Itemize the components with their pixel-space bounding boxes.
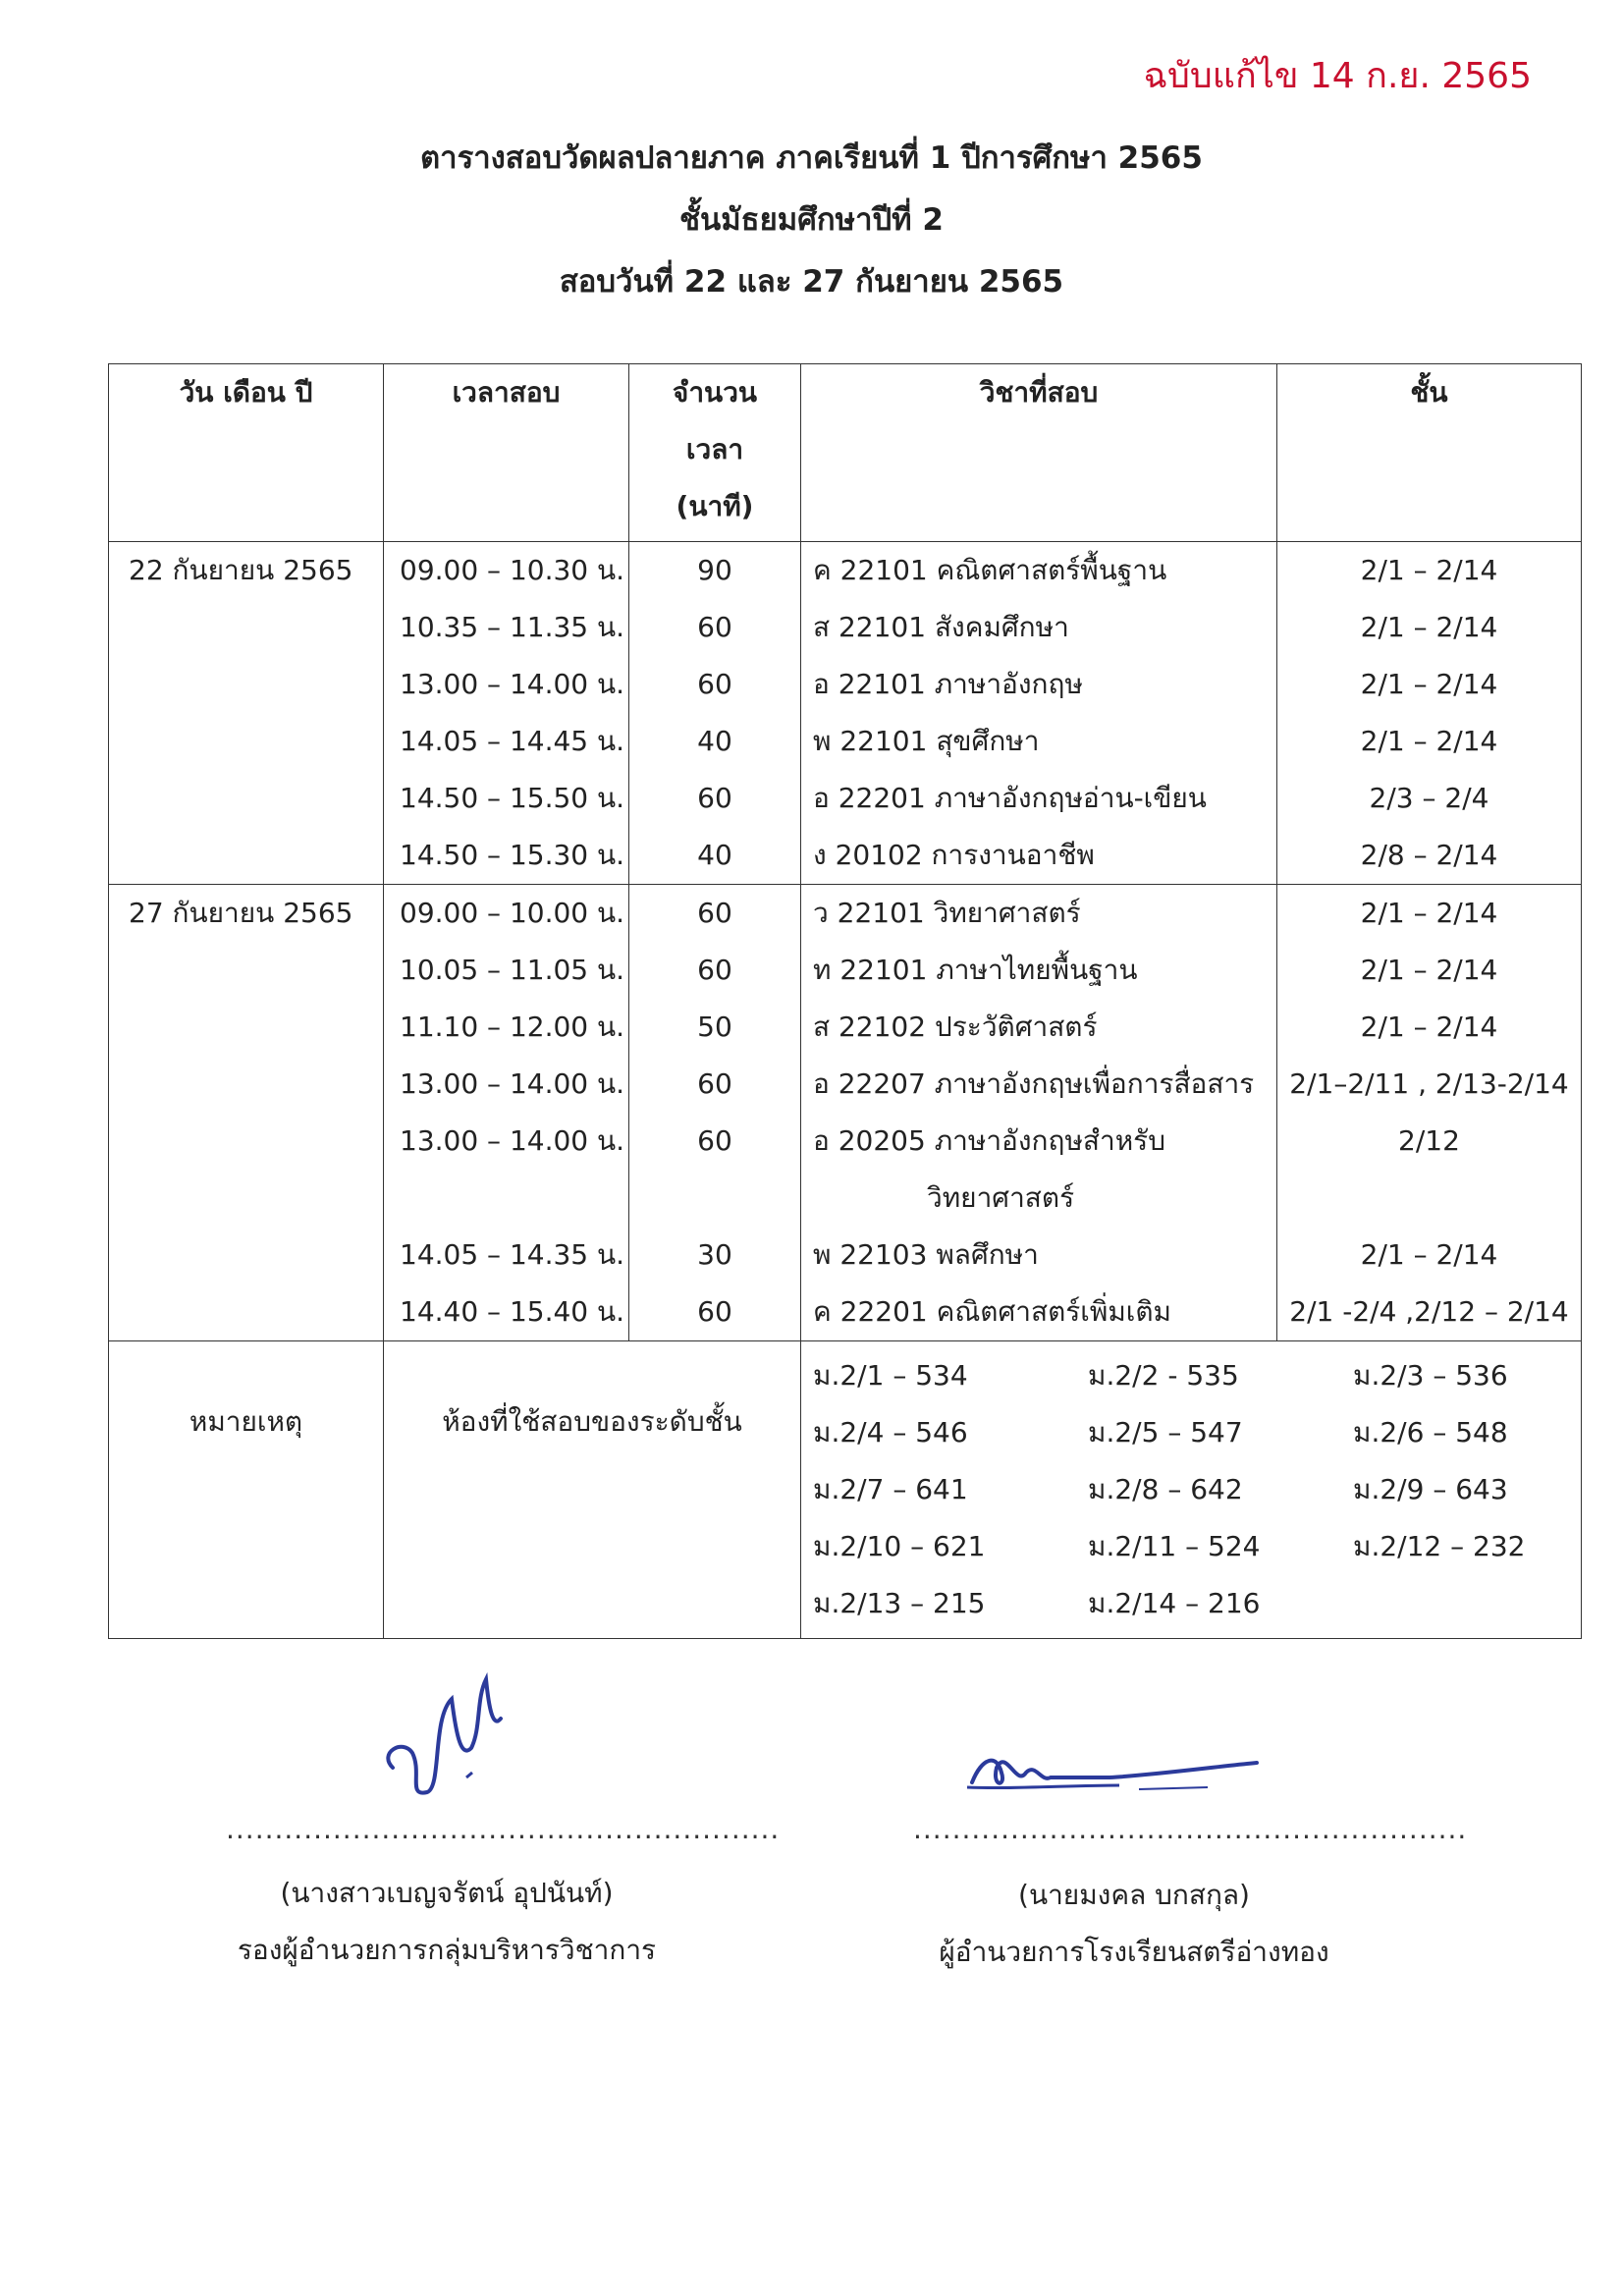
subject-continuation: วิทยาศาสตร์ — [927, 1181, 1075, 1214]
header-minutes-line: จำนวน — [672, 376, 758, 409]
empty-cell — [629, 1170, 801, 1227]
table-row — [109, 999, 1582, 1056]
class-cell: 2/1 -2/4 ,2/12 – 2/14 — [1277, 1284, 1582, 1341]
minutes-cell: 60 — [629, 1056, 801, 1113]
minutes-cell: 30 — [629, 1227, 801, 1284]
minutes-cell: 60 — [629, 599, 801, 656]
date-cell — [109, 656, 384, 713]
time-cell: 13.00 – 14.00 น. — [384, 1056, 629, 1113]
subject-continuation-cell — [801, 1170, 1277, 1227]
subject-cell: อ 22201 ภาษาอังกฤษอ่าน-เขียน — [801, 770, 1277, 827]
subject-cell: พ 22103 พลศึกษา — [801, 1227, 1277, 1284]
time-cell: 14.05 – 14.45 น. — [384, 713, 629, 770]
room-assignment: ม.2/12 – 232 — [1353, 1530, 1526, 1562]
table-row — [109, 827, 1582, 885]
time-cell: 11.10 – 12.00 น. — [384, 999, 629, 1056]
table-row — [109, 885, 1582, 943]
room-assignment: ม.2/4 – 546 — [813, 1416, 968, 1449]
subject-cell: ท 22101 ภาษาไทยพื้นฐาน — [801, 942, 1277, 999]
class-cell: 2/12 — [1277, 1113, 1582, 1170]
signatory-position-left: รองผู้อำนวยการกลุ่มบริหารวิชาการ — [237, 1934, 657, 1966]
table-row — [109, 1056, 1582, 1113]
handwritten-signature-left — [373, 1660, 530, 1807]
table-row — [109, 656, 1582, 713]
remarks-row — [109, 1341, 1582, 1639]
room-assignment: ม.2/5 – 547 — [1088, 1416, 1243, 1449]
subject-cell: ค 22101 คณิตศาสตร์พื้นฐาน — [801, 542, 1277, 600]
minutes-cell: 60 — [629, 1284, 801, 1341]
room-assignment: ม.2/6 – 548 — [1353, 1416, 1508, 1449]
minutes-cell: 40 — [629, 713, 801, 770]
rooms-cell — [801, 1341, 1582, 1639]
date-cell — [109, 942, 384, 999]
class-cell: 2/1–2/11 , 2/13-2/14 — [1277, 1056, 1582, 1113]
room-assignment: ม.2/11 – 524 — [1088, 1530, 1261, 1562]
class-cell: 2/3 – 2/4 — [1277, 770, 1582, 827]
room-assignment: ม.2/14 – 216 — [1088, 1587, 1261, 1619]
header-subject: วิชาที่สอบ — [801, 364, 1277, 542]
time-cell: 10.35 – 11.35 น. — [384, 599, 629, 656]
minutes-cell: 60 — [629, 656, 801, 713]
remarks-label: หมายเหตุ — [109, 1341, 384, 1639]
class-cell: 2/1 – 2/14 — [1277, 656, 1582, 713]
date-cell — [109, 713, 384, 770]
date-cell — [109, 1056, 384, 1113]
signatory-name-right: (นายมงคล บกสกุล) — [1018, 1879, 1250, 1911]
document-titles — [0, 140, 1623, 329]
subject-cell: อ 22101 ภาษาอังกฤษ — [801, 656, 1277, 713]
empty-cell — [384, 1170, 629, 1227]
header-minutes-line: (นาที) — [676, 490, 754, 522]
subject-cell: อ 20205 ภาษาอังกฤษสำหรับ — [801, 1113, 1277, 1170]
room-assignment: ม.2/10 – 621 — [813, 1530, 986, 1562]
class-cell: 2/1 – 2/14 — [1277, 542, 1582, 600]
subject-cell: อ 22207 ภาษาอังกฤษเพื่อการสื่อสาร — [801, 1056, 1277, 1113]
room-assignment: ม.2/7 – 641 — [813, 1473, 968, 1505]
table-row — [109, 942, 1582, 999]
minutes-cell: 60 — [629, 885, 801, 943]
empty-cell — [109, 1170, 384, 1227]
room-assignment: ม.2/2 - 535 — [1088, 1359, 1239, 1392]
subject-cell: ว 22101 วิทยาศาสตร์ — [801, 885, 1277, 943]
time-cell: 13.00 – 14.00 น. — [384, 1113, 629, 1170]
date-cell — [109, 770, 384, 827]
exam-dates-title: สอบวันที่ 22 และ 27 กันยายน 2565 — [559, 264, 1064, 300]
grade-title: ชั้นมัธยมศึกษาปีที่ 2 — [679, 202, 944, 238]
date-cell — [109, 599, 384, 656]
subject-cell: พ 22101 สุขศึกษา — [801, 713, 1277, 770]
class-cell: 2/1 – 2/14 — [1277, 942, 1582, 999]
time-cell: 09.00 – 10.30 น. — [384, 542, 629, 600]
time-cell: 14.40 – 15.40 น. — [384, 1284, 629, 1341]
subject-cell: ง 20102 การงานอาชีพ — [801, 827, 1277, 885]
room-grid — [813, 1347, 1581, 1632]
minutes-cell: 60 — [629, 770, 801, 827]
room-assignment: ม.2/3 – 536 — [1353, 1359, 1508, 1392]
class-cell: 2/1 – 2/14 — [1277, 599, 1582, 656]
header-class: ชั้น — [1277, 364, 1582, 542]
time-cell: 14.05 – 14.35 น. — [384, 1227, 629, 1284]
date-cell: 22 กันยายน 2565 — [109, 542, 384, 600]
header-minutes-line: เวลา — [685, 433, 744, 465]
date-cell — [109, 999, 384, 1056]
schedule-body — [109, 542, 1582, 1639]
exam-schedule-table — [108, 363, 1582, 1639]
class-cell: 2/8 – 2/14 — [1277, 827, 1582, 885]
date-cell — [109, 1113, 384, 1170]
table-row — [109, 1227, 1582, 1284]
room-assignment: ม.2/9 – 643 — [1353, 1473, 1508, 1505]
time-cell: 14.50 – 15.30 น. — [384, 827, 629, 885]
room-assignment: ม.2/13 – 215 — [813, 1587, 986, 1619]
date-cell — [109, 1284, 384, 1341]
class-cell: 2/1 – 2/14 — [1277, 999, 1582, 1056]
room-assignment: ม.2/1 – 534 — [813, 1359, 968, 1392]
signatory-name-left: (นางสาวเบญจรัตน์ อุปนันท์) — [280, 1877, 614, 1909]
revision-note: ฉบับแก้ไข 14 ก.ย. 2565 — [1143, 56, 1532, 96]
minutes-cell: 90 — [629, 542, 801, 600]
empty-cell — [1277, 1170, 1582, 1227]
signature-dots-right: ......................................................... — [913, 1813, 1468, 1845]
table-header-row — [109, 364, 1582, 542]
minutes-cell: 60 — [629, 942, 801, 999]
date-cell — [109, 1227, 384, 1284]
table-row-continuation — [109, 1170, 1582, 1227]
signature-dots-left: ......................................................... — [226, 1813, 781, 1845]
table-row — [109, 542, 1582, 600]
signature-block-left — [226, 1660, 781, 1979]
class-cell: 2/1 – 2/14 — [1277, 713, 1582, 770]
class-cell: 2/1 – 2/14 — [1277, 1227, 1582, 1284]
minutes-cell: 60 — [629, 1113, 801, 1170]
table-row — [109, 770, 1582, 827]
table-row — [109, 599, 1582, 656]
header-minutes — [629, 364, 801, 542]
handwritten-signature-right — [952, 1728, 1267, 1807]
header-date: วัน เดือน ปี — [109, 364, 384, 542]
signatory-position-right: ผู้อำนวยการโรงเรียนสตรีอ่างทอง — [939, 1936, 1329, 1968]
minutes-cell: 40 — [629, 827, 801, 885]
class-cell: 2/1 – 2/14 — [1277, 885, 1582, 943]
room-assignment: ม.2/8 – 642 — [1088, 1473, 1243, 1505]
minutes-cell: 50 — [629, 999, 801, 1056]
signature-block-right — [913, 1728, 1468, 1981]
time-cell: 13.00 – 14.00 น. — [384, 656, 629, 713]
table-row — [109, 1113, 1582, 1170]
time-cell: 14.50 – 15.50 น. — [384, 770, 629, 827]
rooms-label: ห้องที่ใช้สอบของระดับชั้น — [384, 1341, 801, 1639]
time-cell: 10.05 – 11.05 น. — [384, 942, 629, 999]
time-cell: 09.00 – 10.00 น. — [384, 885, 629, 943]
table-row — [109, 1284, 1582, 1341]
subject-cell: ส 22101 สังคมศึกษา — [801, 599, 1277, 656]
subject-cell: ค 22201 คณิตศาสตร์เพิ่มเติม — [801, 1284, 1277, 1341]
header-time: เวลาสอบ — [384, 364, 629, 542]
exam-title: ตารางสอบวัดผลปลายภาค ภาคเรียนที่ 1 ปีการศึกษา 2565 — [420, 140, 1203, 176]
subject-cell: ส 22102 ประวัติศาสตร์ — [801, 999, 1277, 1056]
date-cell — [109, 827, 384, 885]
table-row — [109, 713, 1582, 770]
date-cell: 27 กันยายน 2565 — [109, 885, 384, 943]
